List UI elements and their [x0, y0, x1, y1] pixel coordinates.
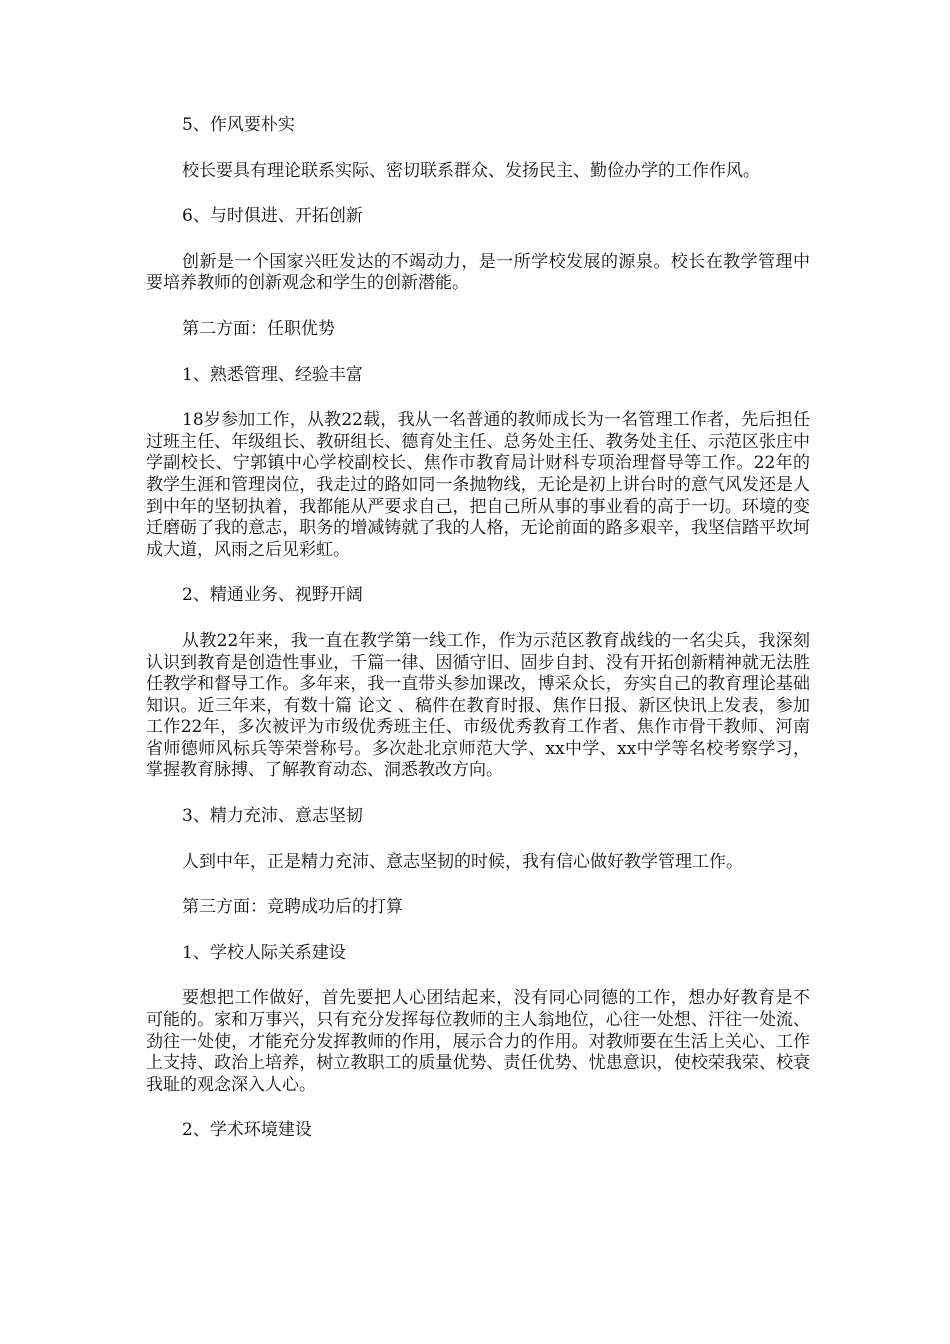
section-heading: 2、学术环境建设	[182, 1120, 312, 1141]
body-paragraph: 校长要具有理论联系实际、密切联系群众、发扬民主、勤俭办学的工作作风。	[182, 160, 760, 181]
section-heading: 5、作风要朴实	[182, 115, 295, 135]
part-heading: 第三方面：竞聘成功后的打算	[182, 897, 403, 918]
body-paragraph: 从教22年来，我一直在教学第一线工作，作为示范区教育战线的一名尖兵，我深刻认识到教育是创造性事业，千篇一律、因循守旧、固步自封、没有开拓创新精神就无法胜任教学和督导工作。多年来，我一直带头参加课改，博采众长，夯实自己的教育理论基础知识。近三年来，有数十篇 论文 、稿件在教育时报、焦作日报、新区快讯上发表，参加工作22年，多次被评为市级优秀班主任、市级优秀教育工作者、焦作市骨干教师、河南省师德师风标兵等荣誉称号。多次赴北京师范大学、xx中学、xx中学等名校考察学习，掌握教育脉搏、了解教育动态、洞悉教改方向。	[146, 630, 810, 781]
body-paragraph: 18岁参加工作，从教22载，我从一名普通的教师成长为一名管理工作者，先后担任过班主任、年级组长、教研组长、德育处主任、总务处主任、教务处主任、示范区张庄中学副校长、宁郭镇中心学校副校长、焦作市教育局计财科专项治理督导等工作。22年的教学生涯和管理岗位，我走过的路如同一条抛物线，无论是初上讲台时的意气风发还是人到中年的坚韧执着，我都能从严要求自己，把自己所从事的事业看的高于一切。环境的变迁磨砺了我的意志，职务的增减铸就了我的人格，无论前面的路多艰辛，我坚信踏平坎坷成大道，风雨之后见彩虹。	[146, 410, 810, 560]
section-heading: 1、学校人际关系建设	[182, 942, 346, 963]
section-heading: 2、精通业务、视野开阔	[182, 585, 363, 606]
part-heading: 第二方面：任职优势	[182, 318, 335, 339]
section-heading: 3、精力充沛、意志坚韧	[182, 806, 363, 827]
section-heading: 1、熟悉管理、经验丰富	[182, 364, 363, 385]
section-heading: 6、与时俱进、开拓创新	[182, 206, 363, 227]
body-paragraph: 人到中年，正是精力充沛、意志坚韧的时候，我有信心做好教学管理工作。	[182, 851, 743, 872]
body-paragraph: 要想把工作做好，首先要把人心团结起来，没有同心同德的工作，想办好教育是不可能的。家和万事兴，只有充分发挥每位教师的主人翁地位，心往一处想、汗往一处流、劲往一处使，才能充分发挥教师的作用，展示合力的作用。对教师要在生活上关心、工作上支持、政治上培养，树立教职工的质量优势、责任优势、忧患意识，使校荣我荣、校衰我耻的观念深入人心。	[146, 988, 810, 1095]
body-paragraph: 创新是一个国家兴旺发达的不竭动力，是一所学校发展的源泉。校长在教学管理中要培养教师的创新观念和学生的创新潜能。	[146, 251, 810, 294]
